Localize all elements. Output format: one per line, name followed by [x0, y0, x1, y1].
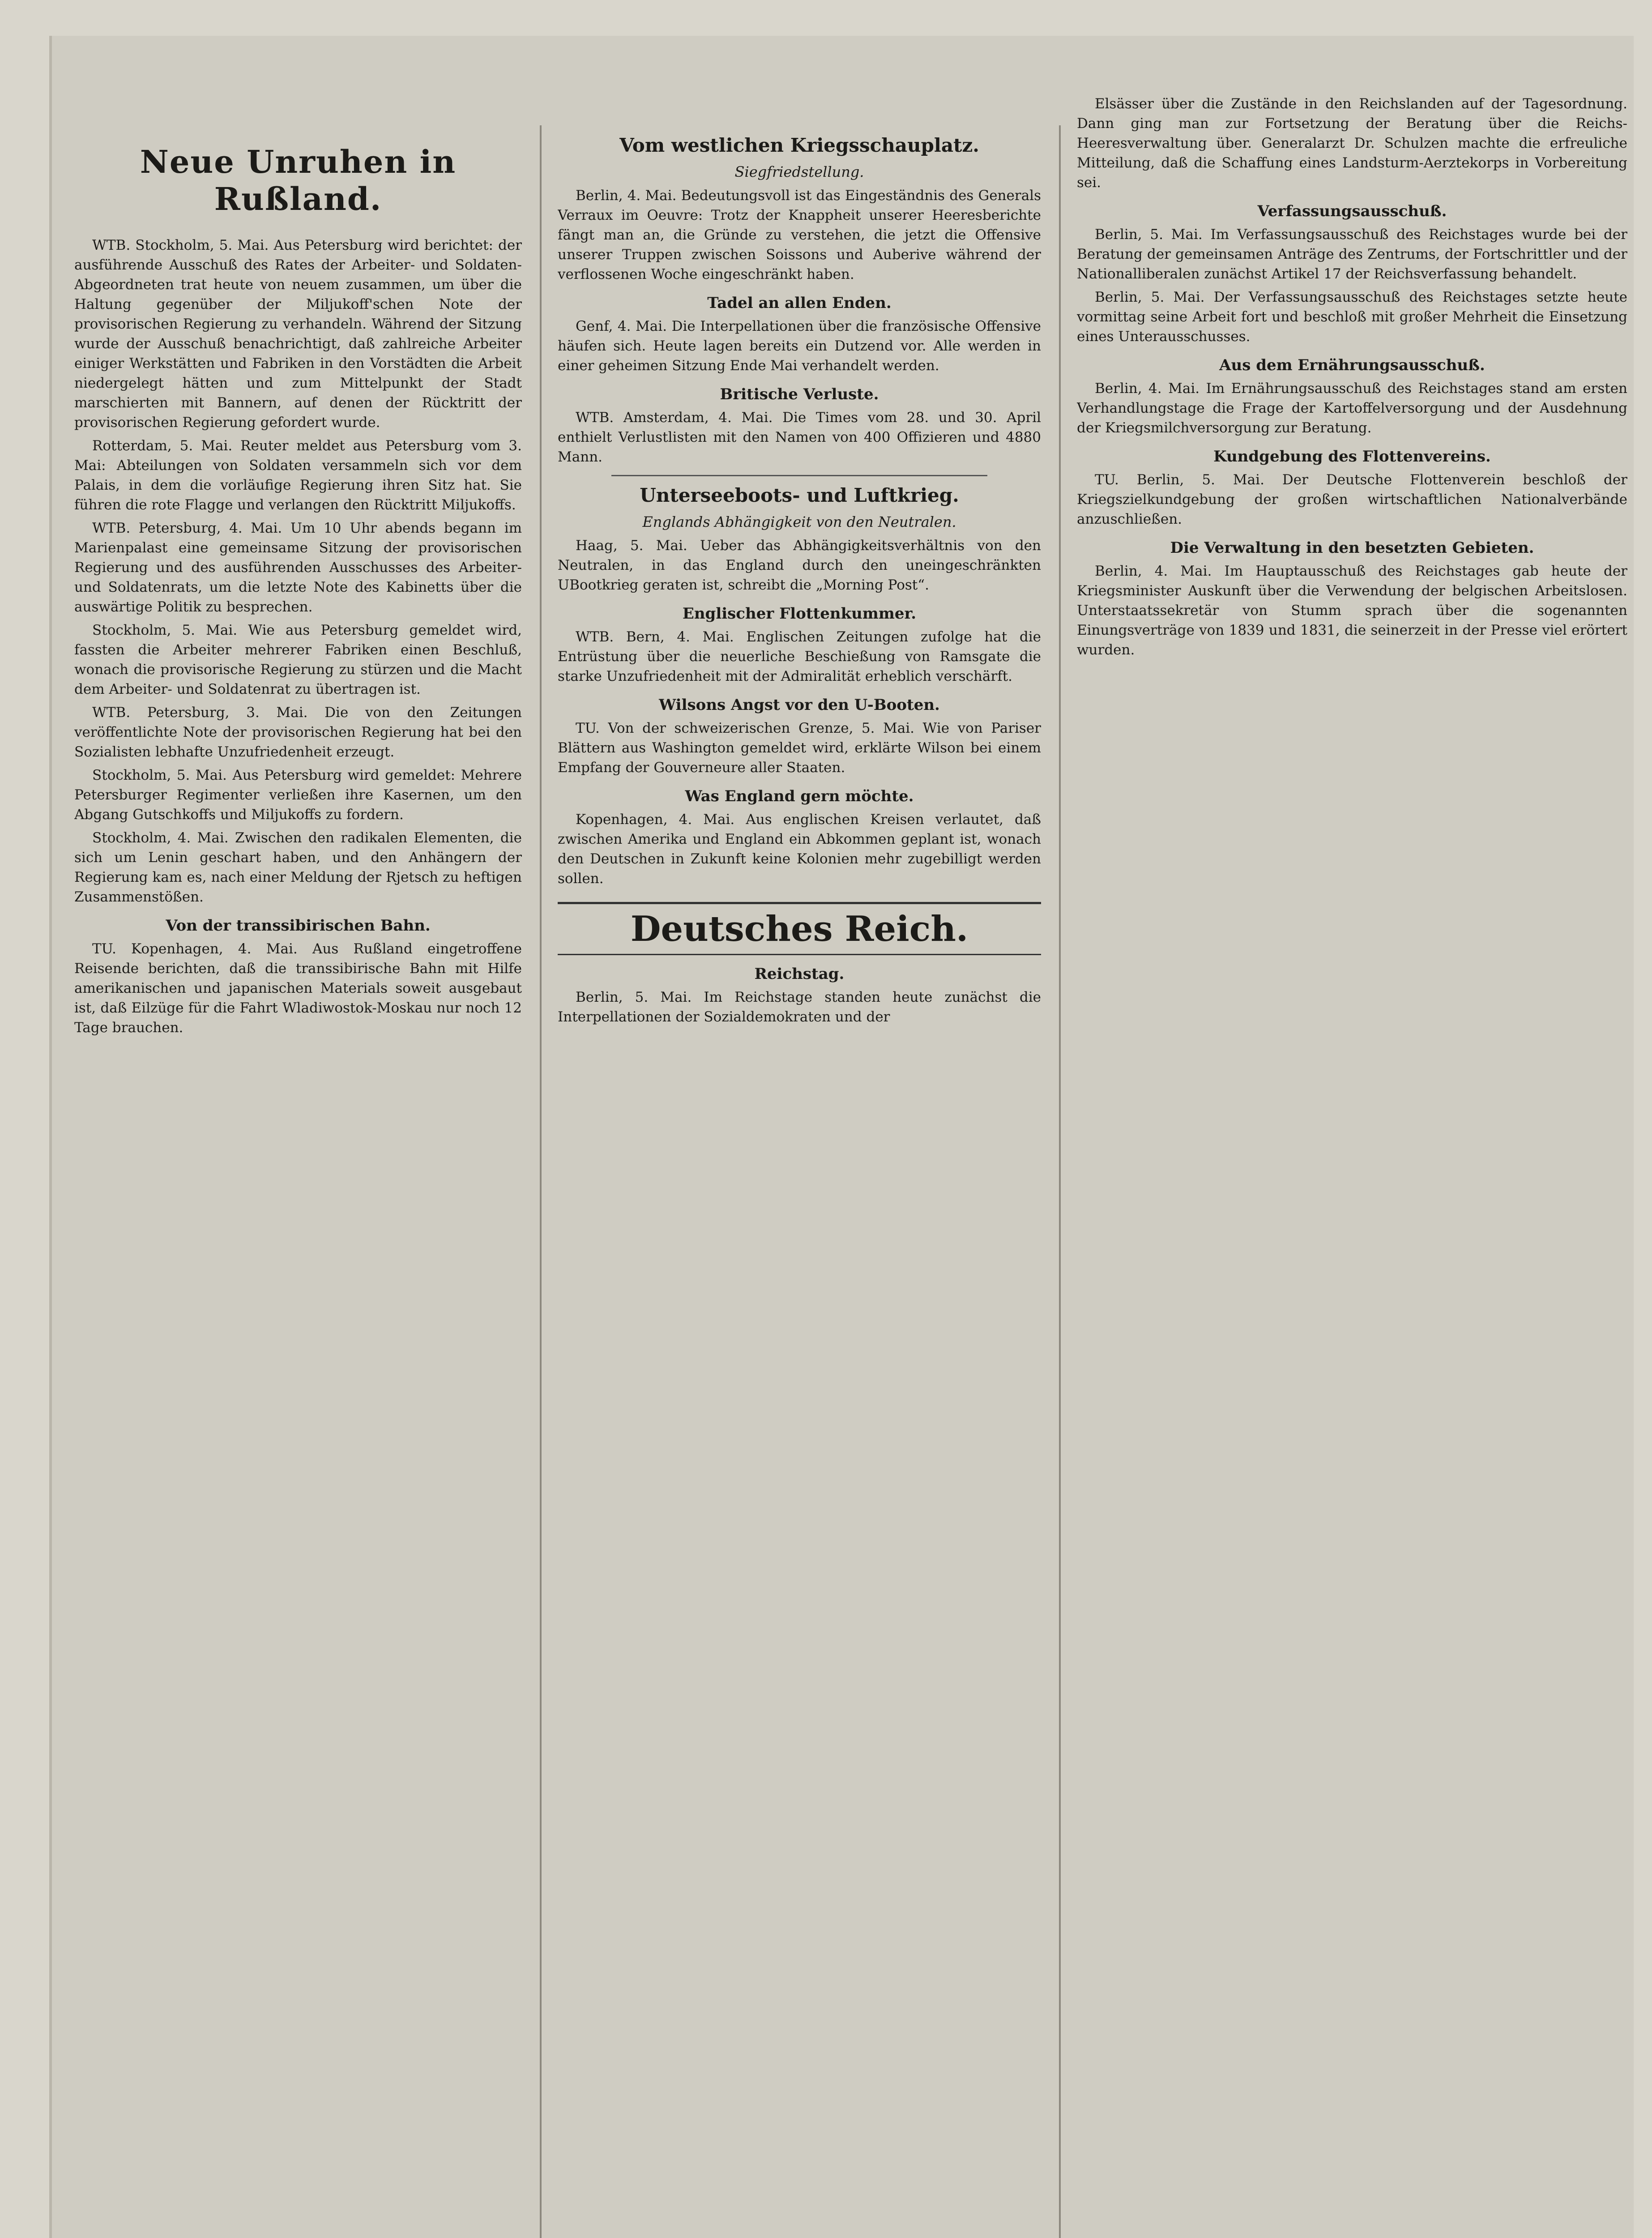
article-paragraph: Stockholm, 5. Mai. Aus Petersburg wird gemeldet: Mehrere Petersburger Regimenter verließen ihre Kasernen, um den Abgang Gutschkoffs und Miljukoffs zu fordern. [74, 767, 522, 823]
headline-westlich: Vom westlichen Kriegsschauplatz. [619, 134, 979, 156]
subheading: Was England gern möchte. [685, 787, 914, 805]
article-paragraph: Berlin, 5. Mai. Im Verfassungsausschuß des Reichstages wurde bei der Beratung der gemeinsamen Anträge des Zentrums, der Fortschrittler und der Nationalliberalen zunächst Artikel 17 der Reichsverfassung behandelt. [1077, 226, 1627, 282]
article-paragraph: TU. Von der schweizerischen Grenze, 5. Mai. Wie von Pariser Blättern aus Washington gemeldet wird, erklärte Wilson bei einem Empfang der Gouverneure aller Staaten. [558, 720, 1041, 776]
separator [611, 475, 987, 476]
subheading: Aus dem Ernährungsausschuß. [1219, 356, 1485, 374]
article-paragraph: TU. Kopenhagen, 4. Mai. Aus Rußland eingetroffene Reisende berichten, daß die transsibirische Bahn mit Hilfe amerikanischen und japanischen Materials soweit ausgebaut ist, daß Eilzüge für die Fahrt Wladiwostok-Moskau nur noch 12 Tage brauchen. [74, 941, 522, 1036]
subheading-transsib: Von der transsibirischen Bahn. [166, 917, 431, 935]
column-rule [1059, 125, 1061, 2238]
newspaper-page [49, 36, 1634, 2238]
column-middle [558, 134, 1041, 2238]
article-paragraph: Berlin, 5. Mai. Im Reichstage standen heute zunächst die Interpellationen der Sozialdemokraten und der [558, 989, 1041, 1025]
subheading: Englands Abhängigkeit von den Neutralen. [642, 513, 956, 530]
column-right [1077, 94, 1627, 2238]
subheading: Wilsons Angst vor den U-Booten. [659, 696, 940, 714]
article-paragraph: TU. Berlin, 5. Mai. Der Deutsche Flottenverein beschloß der Kriegszielkundgebung der großen wirtschaftlichen Nationalverbände anzuschließen. [1077, 472, 1627, 527]
article-paragraph: Berlin, 4. Mai. Im Hauptausschuß des Reichstages gab heute der Kriegsminister Auskunft über die Verwendung der belgischen Arbeitslosen. Unterstaatssekretär von Stumm sprach über die sogenannten Einungsverträge von 1839 und 1831, die seinerzeit in der Presse viel erörtert wurden. [1077, 563, 1627, 658]
article-paragraph: Elsässer über die Zustände in den Reichslanden auf der Tagesordnung. Dann ging man zur Fortsetzung der Beratung über die Reichs-Heeresverwaltung über. Generalarzt Dr. Schulzen machte die erfreuliche Mitteilung, daß die Schaffung eines Landsturm-Aerztekorps in Vorbereitung sei. [1077, 96, 1627, 191]
article-paragraph: WTB. Petersburg, 4. Mai. Um 10 Uhr abends begann im Marienpalast eine gemeinsame Sitzung der provisorischen Regierung und des ausführenden Ausschusses des Arbeiter- und Soldatenrats, um die letzte Note des Kabinetts über die auswärtige Politik zu besprechen. [74, 520, 522, 615]
subheading: Tadel an allen Enden. [707, 294, 892, 312]
article-paragraph: Stockholm, 5. Mai. Wie aus Petersburg gemeldet wird, fassten die Arbeiter mehrerer Fabriken einen Beschluß, wonach die provisorische Regierung zu stürzen und die Macht dem Arbeiter- und Soldatenrat zu übertragen ist. [74, 622, 522, 697]
subheading: Die Verwaltung in den besetzten Gebieten. [1170, 539, 1534, 557]
subheading: Siegfriedstellung. [734, 163, 864, 180]
column-rule [540, 125, 542, 2238]
article-paragraph: Berlin, 4. Mai. Im Ernährungsausschuß des Reichstages stand am ersten Verhandlungstage die Frage der Kartoffelversorgung und der Ausdehnung der Kriegsmilchversorgung zur Beratung. [1077, 380, 1627, 436]
article-paragraph: WTB. Bern, 4. Mai. Englischen Zeitungen zufolge hat die Entrüstung über die neuerliche Beschießung von Ramsgate die starke Unzufriedenheit mit der Admiralität erheblich verschärft. [558, 629, 1041, 684]
article-paragraph: Haag, 5. Mai. Ueber das Abhängigkeitsverhältnis von den Neutralen, in das England durch den uneingeschränkten UBootkrieg geraten ist, schreibt die „Morning Post“. [558, 538, 1041, 593]
headline-russland: Neue Unruhen in Rußland. [140, 143, 457, 218]
article-paragraph: Genf, 4. Mai. Die Interpellationen über die französische Offensive häufen sich. Heute lagen bereits ein Dutzend vor. Alle werden in einer geheimen Sitzung Ende Mai verhandelt werden. [558, 318, 1041, 374]
article-paragraph: Kopenhagen, 4. Mai. Aus englischen Kreisen verlautet, daß zwischen Amerika und England ein Abkommen geplant ist, wonach den Deutschen in Zukunft keine Kolonien mehr zugebilligt werden sollen. [558, 811, 1041, 887]
article-paragraph: Rotterdam, 5. Mai. Reuter meldet aus Petersburg vom 3. Mai: Abteilungen von Soldaten versammeln sich vor dem Palais, in dem die vorläufige Regierung ihren Sitz hat. Sie führen die rote Flagge und verlangen den Rücktritt Miljukoffs. [74, 438, 522, 513]
article-paragraph: Berlin, 5. Mai. Der Verfassungsausschuß des Reichstages setzte heute vormittag seine Arbeit fort und beschloß mit großer Mehrheit die Einsetzung eines Unterausschusses. [1077, 289, 1627, 345]
subheading: Britische Verluste. [720, 385, 879, 403]
article-paragraph: WTB. Petersburg, 3. Mai. Die von den Zeitungen veröffentlichte Note der provisorischen Regierung hat bei den Sozialisten lebhafte Unzufriedenheit erzeugt. [74, 705, 522, 760]
subheading: Verfassungsausschuß. [1257, 202, 1447, 220]
article-paragraph: WTB. Amsterdam, 4. Mai. Die Times vom 28. und 30. April enthielt Verlustlisten mit den Namen von 400 Offizieren und 4880 Mann. [558, 410, 1041, 465]
article-paragraph: Stockholm, 4. Mai. Zwischen den radikalen Elementen, die sich um Lenin geschart haben, und den Anhängern der Regierung kam es, nach einer Meldung der Rjetsch zu heftigen Zusammenstößen. [74, 830, 522, 905]
subheading: Englischer Flottenkummer. [682, 605, 917, 623]
headline-ubootkrieg: Unterseeboots- und Luftkrieg. [640, 484, 959, 506]
subheading-reichstag: Reichstag. [754, 965, 845, 983]
article-paragraph: WTB. Stockholm, 5. Mai. Aus Petersburg wird berichtet: der ausführende Ausschuß des Rates der Arbeiter- und Soldaten-Abgeordneten trat heute von neuem zusammen, um über die Haltung gegenüber der Miljukoff'schen Note der provisorischen Regierung zu verhandeln. Während der Sitzung wurde der Ausschuß benachrichtigt, daß zahlreiche Arbeiter einiger Werkstätten und Fabriken in den Vorstädten die Arbeit niedergelegt hätten und zum Mittelpunkt der Stadt marschierten mit Bannern, auf denen der Rücktritt der provisorischen Regierung gefordert wurde. [74, 237, 522, 431]
article-paragraph: Berlin, 4. Mai. Bedeutungsvoll ist das Eingeständnis des Generals Verraux im Oeuvre: Trotz der Knappheit unserer Heeresberichte fängt man an, die Gründe zu verstehen, die jetzt die Offensive unserer Truppen zwischen Soissons und Auberive während der verflossenen Woche eingeschränkt haben. [558, 188, 1041, 282]
headline-deutsches-reich: Deutsches Reich. [558, 902, 1041, 955]
column-left [74, 134, 522, 2238]
subheading: Kundgebung des Flottenvereins. [1213, 448, 1491, 466]
